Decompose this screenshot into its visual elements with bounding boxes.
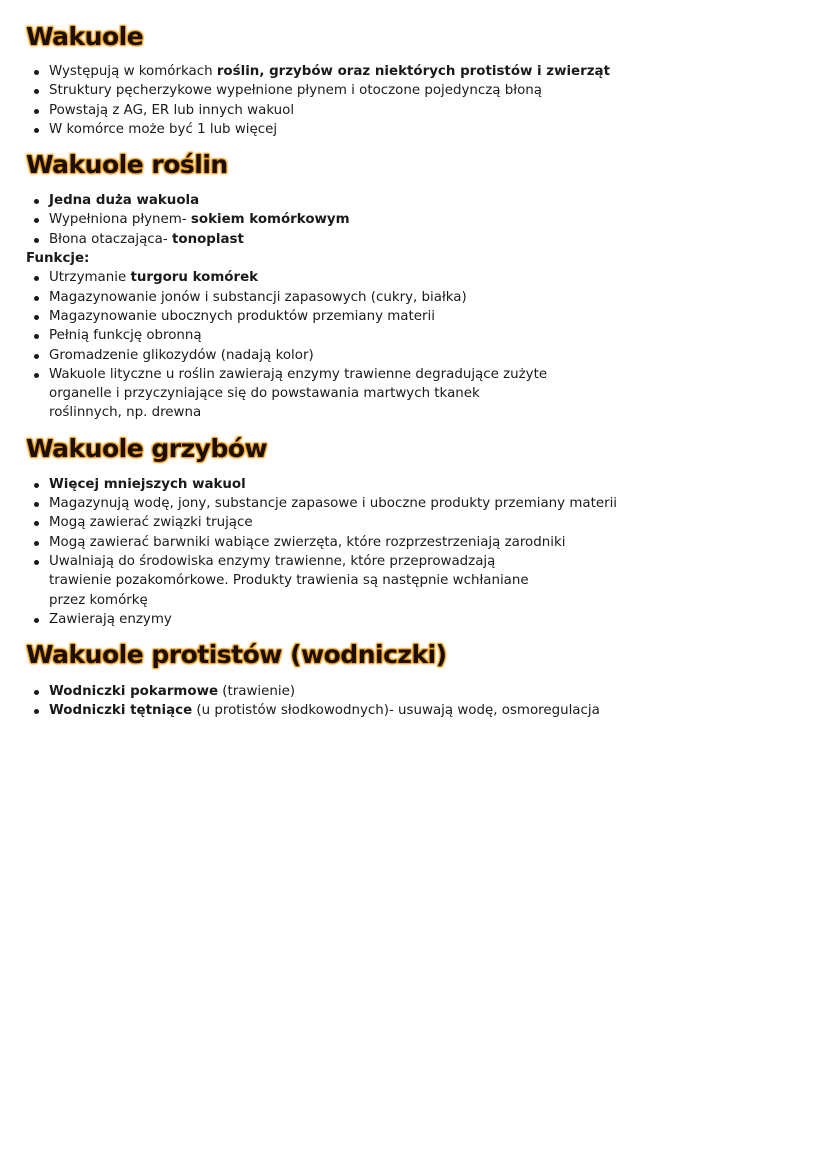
list-item: Uwalniają do środowiska enzymy trawienne, które przeprowadzają trawienie pozakomórkowe. Produkty trawienia są następnie wchłaniane przez komórkę bbox=[26, 552, 806, 610]
list-item: Pełnią funkcję obronną bbox=[26, 326, 806, 345]
wakuole-list bbox=[26, 62, 806, 139]
section-title-wakuole-grzybow: Wakuole grzybów bbox=[26, 433, 268, 463]
bullet-icon bbox=[34, 89, 39, 94]
list-item: Wodniczki tętniące (u protistów słodkowodnych)- usuwają wodę, osmoregulacja bbox=[26, 701, 806, 720]
wakuole-protistow-list bbox=[26, 682, 806, 721]
bullet-icon bbox=[34, 218, 39, 223]
list-item: Gromadzenie glikozydów (nadają kolor) bbox=[26, 346, 806, 365]
list-item: Mogą zawierać barwniki wabiące zwierzęta, które rozprzestrzeniają zarodniki bbox=[26, 533, 806, 552]
wakuole-grzybow-list bbox=[26, 475, 806, 629]
bullet-icon bbox=[34, 238, 39, 243]
bullet-icon bbox=[34, 541, 39, 546]
list-item: Więcej mniejszych wakuol bbox=[26, 475, 806, 494]
list-item: Magazynują wodę, jony, substancje zapasowe i uboczne produkty przemiany materii bbox=[26, 494, 806, 513]
bullet-icon bbox=[34, 483, 39, 488]
section-title-wakuole: Wakuole bbox=[26, 22, 144, 51]
list-item: Mogą zawierać związki trujące bbox=[26, 513, 806, 532]
wakuole-roslin-list bbox=[26, 191, 806, 249]
functions-label: Funkcje: bbox=[26, 251, 90, 267]
bullet-icon bbox=[34, 709, 39, 714]
bullet-icon bbox=[34, 373, 39, 378]
bullet-icon bbox=[34, 199, 39, 204]
bullet-icon bbox=[34, 128, 39, 133]
functions-list bbox=[26, 268, 806, 422]
list-item: Wypełniona płynem- sokiem komórkowym bbox=[26, 210, 806, 229]
list-item: Występują w komórkach roślin, grzybów oraz niektórych protistów i zwierząt bbox=[26, 62, 806, 81]
list-item: Wodniczki pokarmowe (trawienie) bbox=[26, 682, 806, 701]
bullet-icon bbox=[34, 296, 39, 301]
list-item: Utrzymanie turgoru komórek bbox=[26, 268, 806, 287]
bullet-icon bbox=[34, 521, 39, 526]
bullet-icon bbox=[34, 690, 39, 695]
bullet-icon bbox=[34, 276, 39, 281]
bullet-icon bbox=[34, 618, 39, 623]
section-title-wakuole-roslin: Wakuole roślin bbox=[26, 150, 228, 180]
bullet-icon bbox=[34, 70, 39, 75]
list-item: W komórce może być 1 lub więcej bbox=[26, 120, 806, 139]
list-item: Magazynowanie ubocznych produktów przemiany materii bbox=[26, 307, 806, 326]
list-item: Jedna duża wakuola bbox=[26, 191, 806, 210]
bullet-icon bbox=[34, 502, 39, 507]
bullet-icon bbox=[34, 334, 39, 339]
list-item: Magazynowanie jonów i substancji zapasowych (cukry, białka) bbox=[26, 288, 806, 307]
bullet-icon bbox=[34, 315, 39, 320]
bullet-icon bbox=[34, 109, 39, 114]
list-item: Powstają z AG, ER lub innych wakuol bbox=[26, 101, 806, 120]
list-item: Zawierają enzymy bbox=[26, 610, 806, 629]
list-item: Błona otaczająca- tonoplast bbox=[26, 230, 806, 249]
bullet-icon bbox=[34, 560, 39, 565]
bullet-icon bbox=[34, 354, 39, 359]
document-page bbox=[26, 20, 806, 721]
list-item: Struktury pęcherzykowe wypełnione płynem i otoczone pojedynczą błoną bbox=[26, 81, 806, 100]
list-item: Wakuole lityczne u roślin zawierają enzymy trawienne degradujące zużyte organelle i przyczyniające się do powstawania martwych tkanek roślinnych, np. drewna bbox=[26, 365, 806, 423]
section-title-wakuole-protistow: Wakuole protistów (wodniczki) bbox=[26, 640, 447, 670]
